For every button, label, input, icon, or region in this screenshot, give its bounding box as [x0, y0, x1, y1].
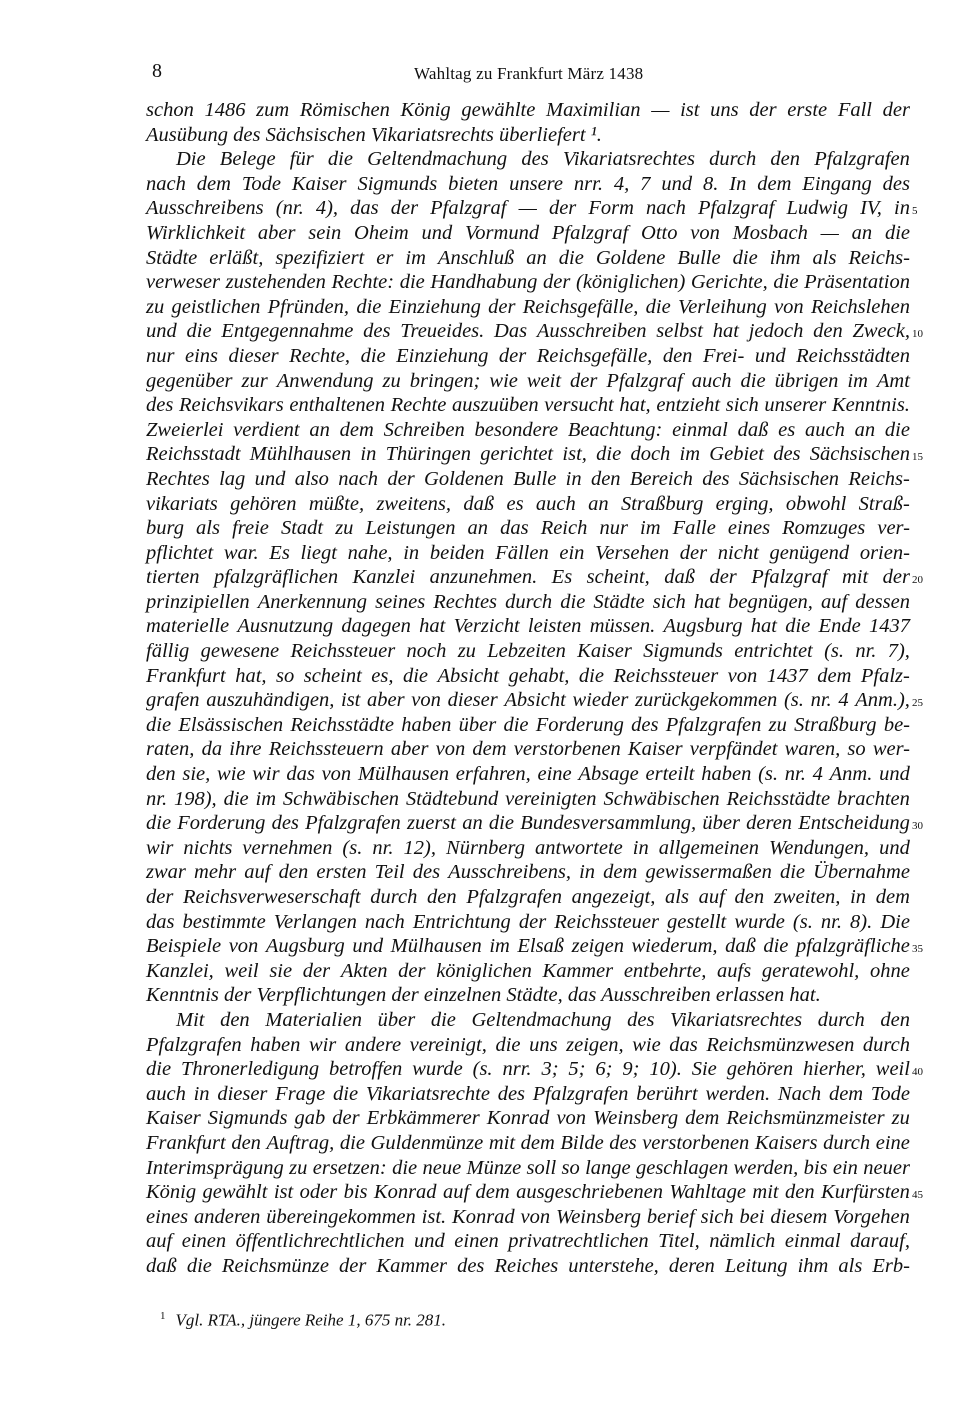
text-line: [146, 1229, 910, 1254]
line-text: verweser zustehenden Rechte: die Handhabung der (königlichen) Gerichte, die Präsentation: [146, 271, 910, 294]
text-line: [146, 811, 923, 836]
line-text: nr. 198), die im Schwäbischen Städtebund vereinigten Schwäbischen Reichsstädte brachten: [146, 787, 910, 810]
line-text: den sie, wie wir das von Mülhausen erfahren, eine Absage erteilt haben (s. nr. 4 Anm. und: [146, 763, 910, 786]
line-text: Beispiele von Augsburg und Mülhausen im Elsaß zeigen wiederum, daß die pfalzgräfliche: [146, 935, 910, 958]
line-number-marker: 20: [912, 574, 923, 587]
line-text: nach dem Tode Kaiser Sigmunds bieten unsere nrr. 4, 7 und 8. In dem Eingang des: [146, 172, 910, 195]
text-line: [146, 688, 923, 713]
line-text: daß die Reichsmünze der Kammer des Reiches unterstehe, deren Leitung ihm als Erb-: [146, 1254, 910, 1277]
text-line: [146, 1033, 910, 1058]
line-text: Interimsprägung zu ersetzen: die neue Münze soll so lange geschlagen werden, bis ein neuer: [146, 1156, 910, 1179]
text-line: [146, 98, 910, 123]
text-line: [146, 860, 910, 885]
text-line: [146, 1131, 910, 1156]
line-text: und die Entgegennahme des Treueides. Das Ausschreiben selbst hat jedoch den Zweck,: [146, 320, 910, 343]
line-text: Rechtes lag und also nach der Goldenen Bulle in den Bereich des Sächsischen Reichs-: [146, 467, 910, 490]
text-line: [146, 1106, 910, 1131]
line-text: Reichsstadt Mühlhausen in Thüringen gerichtet ist, die doch im Gebiet des Sächsischen: [146, 443, 910, 466]
line-number-marker: 30: [912, 820, 923, 833]
line-text: auf einen öffentlichrechtlichen und einen privatrechtlichen Titel, nämlich einmal darauf,: [146, 1230, 910, 1253]
text-line: [146, 836, 910, 861]
line-text: wir nichts vernehmen (s. nr. 12), Nürnberg antwortete in allgemeinen Wendungen, und: [146, 836, 910, 859]
line-text: die Forderung des Pfalzgrafen zuerst an die Bundesversammlung, über deren Entscheidung: [146, 812, 910, 835]
line-text: die Thronerledigung betroffen wurde (s. nrr. 3; 5; 6; 9; 10). Sie gehören hierher, weil: [146, 1058, 910, 1081]
page-header: [146, 60, 912, 88]
line-text: burg als freie Stadt zu Leistungen an das Reich nur im Falle eines Romzuges ver-: [146, 517, 910, 540]
text-line: [146, 319, 923, 344]
text-line: [146, 295, 910, 320]
line-text: zwar mehr auf den ersten Teil des Ausschreibens, in dem gewissermaßen die Übernahme: [146, 861, 910, 884]
text-line: [146, 246, 910, 271]
text-line: [146, 885, 910, 910]
line-text: zu geistlichen Pfründen, die Einziehung der Reichsgefälle, die Verleihung von Reichslehen: [146, 295, 910, 318]
text-line: [146, 614, 910, 639]
text-line: [146, 1082, 910, 1107]
text-line: [146, 1205, 910, 1230]
text-line: [146, 123, 910, 148]
text-line: [146, 713, 910, 738]
text-line: [146, 639, 910, 664]
text-line: [146, 1254, 910, 1279]
text-line: [146, 172, 910, 197]
body-text: [146, 98, 923, 1279]
text-line: [146, 565, 923, 590]
line-number-marker: 25: [912, 697, 923, 710]
line-text: Städte erläßt, spezifiziert er im Anschluß an die Goldene Bulle die ihm als Reichs-: [146, 246, 910, 269]
line-text: prinzipiellen Anerkennung seines Rechtes durch die Städte sich hat begnügen, auf dessen: [146, 590, 910, 613]
text-line: [146, 590, 910, 615]
footnote: [160, 1310, 446, 1331]
line-text: pflichtet war. Es liegt nahe, in beiden Fällen ein Versehen der nicht genügend orien-: [146, 541, 910, 564]
text-line: [146, 270, 910, 295]
line-text: raten, da ihre Reichssteuern aber von dem verstorbenen Kaiser verpfändet waren, so wer-: [146, 738, 910, 761]
line-text: Wirklichkeit aber sein Oheim und Vormund Pfalzgraf Otto von Mosbach — an die: [146, 221, 910, 244]
line-text: Kaiser Sigmunds gab der Erbkämmerer Konrad von Weinsberg dem Reichsmünzmeister zu: [146, 1107, 910, 1130]
text-line: [146, 492, 910, 517]
line-number-marker: 45: [912, 1189, 923, 1202]
line-number-marker: 15: [912, 451, 923, 464]
line-text: des Reichsvikars enthaltenen Rechte auszuüben versucht hat, entzieht sich unserer Kenntnis.: [146, 394, 910, 417]
line-text: Pfalzgrafen haben wir andere vereinigt, die uns zeigen, wie das Reichsmünzwesen durch: [146, 1033, 910, 1056]
line-text: eines anderen übereingekommen ist. Konrad von Weinsberg berief sich bei diesem Vorgehen: [146, 1205, 910, 1228]
text-line: [146, 737, 910, 762]
text-line: [146, 516, 910, 541]
text-line: [146, 147, 910, 172]
line-number-marker: 35: [912, 943, 923, 956]
text-line: [146, 1180, 923, 1205]
text-line: [146, 442, 923, 467]
line-text: vikariats gehören müßte, zweitens, daß es auch an Straßburg erging, obwohl Straß-: [146, 492, 910, 515]
line-text: fällig gewesene Reichssteuer noch zu Lebzeiten Kaiser Sigmunds entrichtet (s. nr. 7),: [146, 640, 910, 663]
line-text: Zweierlei verdient an dem Schreiben besondere Beachtung: einmal daß es auch an die: [146, 418, 910, 441]
line-text: der Reichsverweserschaft durch den Pfalzgrafen angezeigt, als auf den zweiten, in dem: [146, 886, 910, 908]
text-line: [146, 196, 918, 221]
text-line: [146, 393, 910, 418]
line-text: Frankfurt hat, so scheint es, die Absicht gehabt, die Reichssteuer von 1437 dem Pfalz-: [146, 664, 910, 687]
text-line: [146, 418, 910, 443]
footnote-text: Vgl. RTA., jüngere Reihe 1, 675 nr. 281.: [175, 1310, 447, 1330]
text-line: [146, 959, 910, 984]
text-line: [146, 762, 910, 787]
line-text: Ausschreibens (nr. 4), das der Pfalzgraf — der Form nach Pfalzgraf Ludwig IV, in: [146, 197, 910, 220]
line-text: Kanzlei, weil sie der Akten der königlichen Kammer entbehrte, aufs geratewohl, ohne: [146, 959, 910, 982]
text-line: [146, 787, 910, 812]
text-line: [146, 541, 910, 566]
text-line: [146, 664, 910, 689]
line-number-marker: 40: [912, 1066, 923, 1079]
line-text: Frankfurt den Auftrag, die Guldenmünze mit dem Bilde des verstorbenen Kaisers durch eine: [146, 1131, 910, 1154]
line-number-marker: 5: [912, 205, 918, 218]
line-text: tierten pfalzgräflichen Kanzlei anzunehmen. Es scheint, daß der Pfalzgraf mit der: [146, 566, 910, 589]
line-text: Kenntnis der Verpflichtungen der einzelnen Städte, das Ausschreiben erlassen hat.: [146, 984, 821, 1007]
text-line: [146, 221, 910, 246]
line-text: nur eins dieser Rechte, die Einziehung der Reichsgefälle, den Frei- und Reichsstädten: [146, 344, 910, 367]
text-line: [146, 1156, 910, 1181]
line-text: schon 1486 zum Römischen König gewählte Maximilian — ist uns der erste Fall der: [146, 99, 910, 121]
text-line: [146, 369, 910, 394]
line-text: König gewählt ist oder bis Konrad auf dem ausgeschriebenen Wahltage mit den Kurfürsten: [146, 1181, 910, 1204]
text-line: [146, 910, 910, 935]
line-text: Die Belege für die Geltendmachung des Vikariatsrechtes durch den Pfalzgrafen: [176, 148, 910, 171]
line-text: die Elsässischen Reichsstädte haben über die Forderung des Pfalzgrafen zu Straßburg be-: [146, 713, 910, 736]
line-text: das bestimmte Verlangen nach Entrichtung der Reichssteuer gestellt wurde (s. nr. 8). Die: [146, 910, 910, 933]
text-line: [146, 1057, 923, 1082]
line-number-marker: 10: [912, 328, 923, 341]
page-number: 8: [152, 60, 162, 82]
line-text: Ausübung des Sächsischen Vikariatsrechts überliefert ¹.: [146, 123, 602, 146]
text-line: [146, 983, 910, 1008]
text-line: [146, 1008, 910, 1033]
line-text: grafen auszuhändigen, ist aber von dieser Absicht wieder zurückgekommen (s. nr. 4 Anm.),: [146, 689, 910, 712]
line-text: materielle Ausnutzung dagegen hat Verzicht leisten müssen. Augsburg hat die Ende 1437: [146, 615, 910, 638]
running-title: Wahltag zu Frankfurt März 1438: [414, 64, 644, 83]
text-line: [146, 467, 910, 492]
line-text: gegenüber zur Anwendung zu bringen; wie weit der Pfalzgraf auch die übrigen im Amt: [146, 369, 910, 392]
line-text: Mit den Materialien über die Geltendmachung des Vikariatsrechtes durch den: [176, 1008, 910, 1031]
footnote-mark: 1: [160, 1310, 166, 1322]
line-text: auch in dieser Frage die Vikariatsrechte des Pfalzgrafen berührt werden. Nach dem Tode: [146, 1082, 910, 1105]
text-line: [146, 934, 923, 959]
text-line: [146, 344, 910, 369]
